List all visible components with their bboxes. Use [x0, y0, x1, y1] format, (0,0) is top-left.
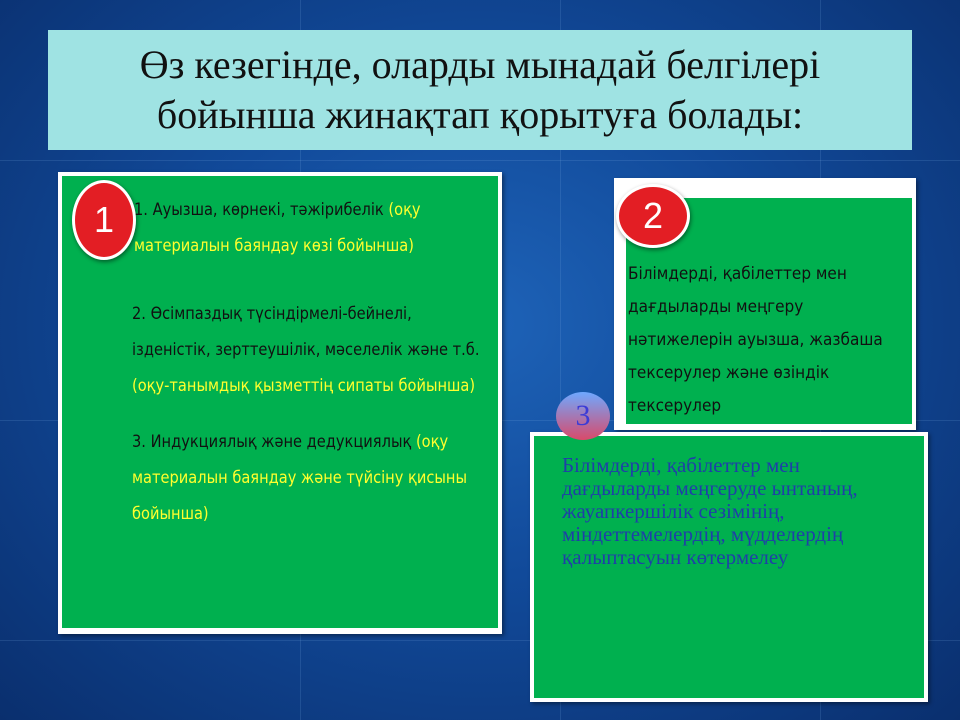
panel-2-line: тексерулер және өзіндік [628, 363, 830, 383]
item-3-paren-a: (оқу [415, 432, 449, 452]
item-3-paren-c: бойынша) [132, 504, 209, 524]
item-1-main: 1. Ауызша, көрнекі, тәжірибелік [134, 200, 389, 220]
background-grid-line [0, 160, 960, 161]
item-1-paren-b: материалын баяндау көзі бойынша) [134, 236, 414, 256]
panel-2-text [628, 258, 883, 423]
badge-3: 3 [556, 392, 610, 440]
panel-2-line: нәтижелерін ауызша, жазбаша [628, 330, 883, 350]
item-2-paren: (оқу-танымдық қызметтің сипаты бойынша) [132, 376, 476, 396]
item-2-line-2: ізденістік, зерттеушілік, мәселелік және т.б. [132, 340, 480, 360]
item-3-main: 3. Индукциялық және дедукциялық [132, 432, 416, 452]
panel-2-line: Білімдерді, қабілеттер мен [628, 264, 847, 284]
badge-2: 2 [616, 184, 690, 248]
panel-2-line: дағдыларды меңгеру [628, 297, 804, 317]
title-line-1: Өз кезегінде, оларды мынадай белгілері [139, 42, 821, 87]
panel-1-item-3 [132, 424, 467, 532]
panel-1-item-1 [134, 192, 421, 264]
item-3-paren-b: материалын баяндау және түйсіну қисыны [132, 468, 468, 488]
panel-2-line: тексерулер [628, 396, 722, 416]
panel-3-text: Білімдерді, қабілеттер мен дағдыларды меңгеруде ынтаның, жауапкершілік сезімінің, міндеттемелердің, мүдделердің қалыптасуын көтермелеу [562, 453, 858, 569]
title-line-2: бойынша жинақтап қорытуға болады: [156, 92, 804, 137]
panel-1-item-2 [132, 296, 479, 404]
item-2-line-1: 2. Өсімпаздық түсіндірмелі-бейнелі, [132, 304, 412, 324]
slide-title [48, 30, 912, 150]
badge-1: 1 [72, 180, 136, 260]
item-1-paren-a: (оқу [388, 200, 421, 220]
